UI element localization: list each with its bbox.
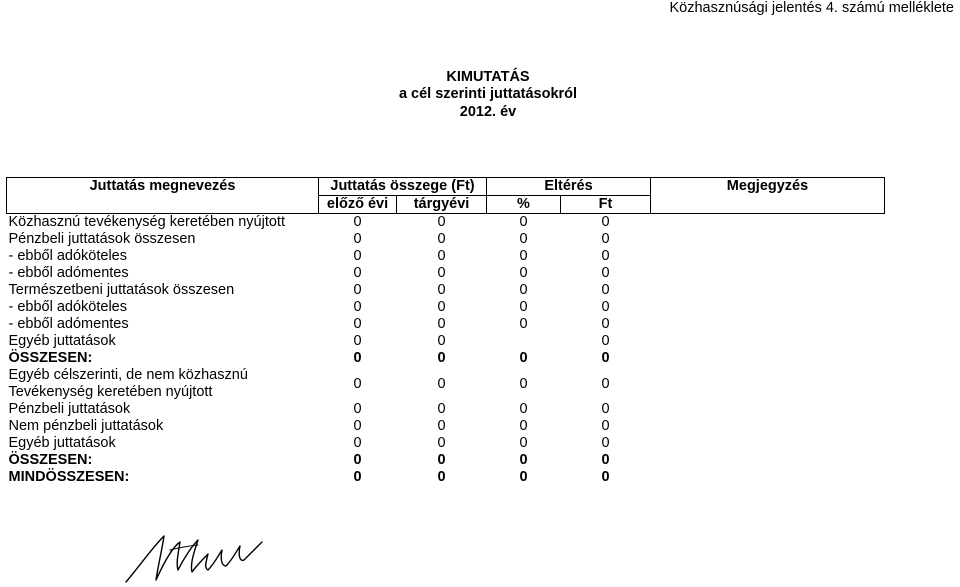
annex-label: Közhasznúsági jelentés 4. számú melléklete (669, 0, 954, 16)
table-row (7, 418, 885, 435)
ft-value: 0 (601, 469, 610, 485)
title-line-2: a cél szerinti juttatásokról (398, 86, 578, 102)
note-cell (651, 367, 885, 401)
table-row (7, 265, 885, 282)
ft-value: 0 (601, 418, 610, 434)
ft-value: 0 (601, 350, 610, 366)
prev-year-value: 0 (353, 401, 362, 417)
header-current-year: tárgyévi (397, 196, 487, 214)
prev-year-value: 0 (353, 350, 362, 366)
header-amount: Juttatás összege (Ft) (319, 178, 487, 196)
prev-year-value: 0 (353, 299, 362, 315)
title-line-3: 2012. év (459, 104, 517, 120)
percent-value: 0 (519, 469, 528, 485)
table-row (7, 452, 885, 469)
header-name: Juttatás megnevezés (7, 178, 319, 214)
row-name: - ebből adómentes (8, 316, 129, 332)
row-name: Pénzbeli juttatások (8, 401, 131, 417)
ft-value: 0 (601, 214, 610, 230)
benefits-table (6, 177, 885, 486)
note-cell (651, 231, 885, 248)
row-name: - ebből adómentes (8, 265, 129, 281)
ft-value: 0 (601, 375, 610, 392)
ft-value: 0 (601, 265, 610, 281)
percent-value: 0 (519, 248, 528, 264)
header-prev-year: előző évi (319, 196, 397, 214)
ft-value: 0 (601, 282, 610, 298)
prev-year-value: 0 (353, 375, 362, 392)
row-name: ÖSSZESEN: (8, 350, 93, 366)
table-row (7, 367, 885, 401)
header-difference: Eltérés (487, 178, 651, 196)
table-row (7, 469, 885, 486)
table-row (7, 248, 885, 265)
note-cell (651, 282, 885, 299)
table-row (7, 435, 885, 452)
ft-value: 0 (601, 231, 610, 247)
row-name: - ebből adóköteles (8, 299, 127, 315)
ft-value: 0 (601, 401, 610, 417)
row-name: Egyéb juttatások (8, 333, 116, 349)
current-year-value: 0 (437, 299, 446, 315)
prev-year-value: 0 (353, 214, 362, 230)
prev-year-value: 0 (353, 265, 362, 281)
ft-value: 0 (601, 316, 610, 332)
current-year-value: 0 (437, 248, 446, 264)
current-year-value: 0 (437, 452, 446, 468)
row-name: Egyéb juttatások (8, 435, 116, 451)
row-name: MINDÖSSZESEN: (8, 469, 130, 485)
current-year-value: 0 (437, 214, 446, 230)
current-year-value: 0 (437, 375, 446, 392)
percent-value: 0 (519, 214, 528, 230)
current-year-value: 0 (437, 316, 446, 332)
prev-year-value: 0 (353, 282, 362, 298)
row-name: Pénzbeli juttatások összesen (8, 231, 196, 247)
percent-value (487, 333, 561, 350)
percent-value: 0 (519, 299, 528, 315)
prev-year-value: 0 (353, 231, 362, 247)
current-year-value: 0 (437, 265, 446, 281)
prev-year-value: 0 (353, 452, 362, 468)
note-cell (651, 214, 885, 232)
percent-value: 0 (519, 282, 528, 298)
header-percent: % (487, 196, 561, 214)
note-cell (651, 316, 885, 333)
table-row (7, 214, 885, 232)
row-name: Természetbeni juttatások összesen (8, 282, 235, 298)
table-row (7, 316, 885, 333)
percent-value: 0 (519, 375, 528, 392)
row-name: Nem pénzbeli juttatások (8, 418, 164, 434)
percent-value: 0 (519, 350, 528, 366)
percent-value: 0 (519, 418, 528, 434)
title-line-1: KIMUTATÁS (446, 69, 530, 85)
current-year-value: 0 (437, 435, 446, 451)
note-cell (651, 265, 885, 282)
current-year-value: 0 (437, 469, 446, 485)
current-year-value: 0 (437, 282, 446, 298)
ft-value: 0 (601, 299, 610, 315)
row-name: Egyéb célszerinti, de nem közhasznú Tevékenység keretében nyújtott (8, 367, 248, 400)
row-name: ÖSSZESEN: (8, 452, 93, 468)
current-year-value: 0 (437, 350, 446, 366)
row-name: Közhasznú tevékenység keretében nyújtott (8, 214, 285, 230)
ft-value: 0 (601, 248, 610, 264)
percent-value: 0 (519, 231, 528, 247)
header-ft: Ft (561, 196, 651, 214)
percent-value: 0 (519, 401, 528, 417)
current-year-value: 0 (437, 231, 446, 247)
table-row (7, 401, 885, 418)
note-cell (651, 452, 885, 469)
note-cell (651, 299, 885, 316)
note-cell (651, 350, 885, 367)
table-row (7, 350, 885, 367)
table-row (7, 231, 885, 248)
current-year-value: 0 (437, 401, 446, 417)
percent-value: 0 (519, 316, 528, 332)
row-name: - ebből adóköteles (8, 248, 127, 264)
prev-year-value: 0 (353, 435, 362, 451)
signature-image (118, 528, 278, 586)
table-row (7, 282, 885, 299)
ft-value: 0 (601, 333, 610, 349)
note-cell (651, 333, 885, 350)
ft-value: 0 (601, 435, 610, 451)
note-cell (651, 418, 885, 435)
current-year-value: 0 (437, 418, 446, 434)
header-note: Megjegyzés (651, 178, 885, 214)
prev-year-value: 0 (353, 469, 362, 485)
ft-value: 0 (601, 452, 610, 468)
note-cell (651, 469, 885, 486)
percent-value: 0 (519, 452, 528, 468)
percent-value: 0 (519, 435, 528, 451)
prev-year-value: 0 (353, 316, 362, 332)
note-cell (651, 248, 885, 265)
percent-value: 0 (519, 265, 528, 281)
prev-year-value: 0 (353, 248, 362, 264)
table-row (7, 299, 885, 316)
note-cell (651, 435, 885, 452)
table-row (7, 333, 885, 350)
prev-year-value: 0 (353, 418, 362, 434)
prev-year-value: 0 (353, 333, 362, 349)
table-body (7, 214, 885, 487)
current-year-value: 0 (437, 333, 446, 349)
note-cell (651, 401, 885, 418)
